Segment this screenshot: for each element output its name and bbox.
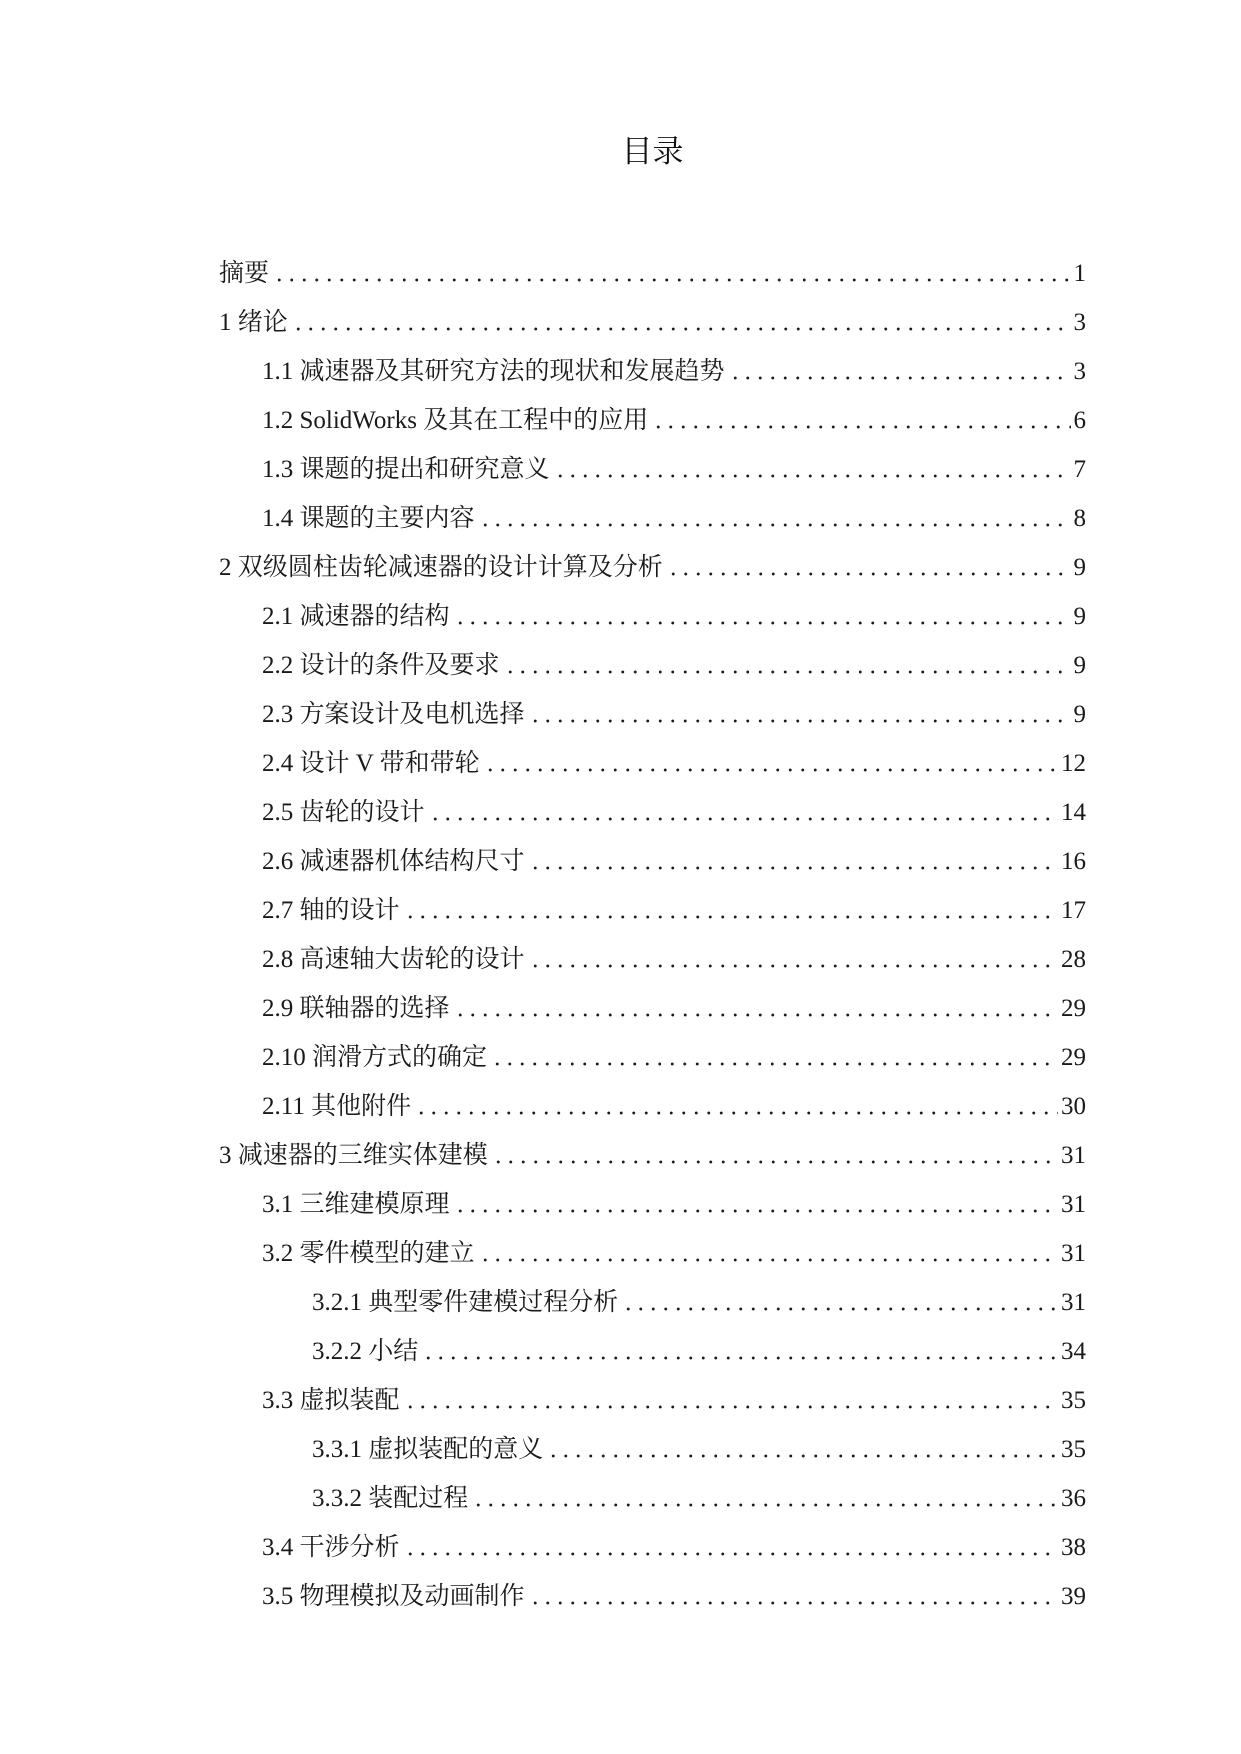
toc-section-entry	[219, 1523, 1086, 1572]
toc-entry-page-number: 7	[1073, 456, 1086, 483]
dot-leader	[529, 690, 1071, 739]
dot-leader	[547, 1425, 1058, 1474]
dot-leader	[415, 1082, 1058, 1131]
toc-entry-title: 3.5 物理模拟及动画制作	[262, 1583, 525, 1610]
toc-entry-title: 1.1 减速器及其研究方法的现状和发展趋势	[262, 358, 725, 385]
toc-entry-page-number: 1	[1073, 260, 1086, 287]
toc-entry-page-number: 16	[1061, 848, 1086, 875]
toc-entry-page-number: 9	[1073, 603, 1086, 630]
toc-section-entry	[219, 886, 1086, 935]
toc-section-entry	[219, 690, 1086, 739]
toc-entry-page-number: 31	[1061, 1240, 1086, 1267]
dot-leader	[529, 935, 1058, 984]
toc-entry-title: 2.6 减速器机体结构尺寸	[262, 848, 525, 875]
toc-entry-title: 2.1 减速器的结构	[262, 603, 450, 630]
dot-leader	[667, 543, 1071, 592]
dot-leader	[652, 396, 1070, 445]
toc-section-entry	[219, 739, 1086, 788]
toc-entry-title: 1.3 课题的提出和研究意义	[262, 456, 550, 483]
toc-entry-page-number: 34	[1061, 1338, 1086, 1365]
dot-leader	[404, 886, 1058, 935]
toc-entry-page-number: 9	[1073, 652, 1086, 679]
toc-entry-title: 1 绪论	[219, 309, 288, 336]
toc-entry-title: 2.5 齿轮的设计	[262, 799, 425, 826]
toc-entry-title: 2.9 联轴器的选择	[262, 995, 450, 1022]
toc-section-entry	[219, 1376, 1086, 1425]
toc-entry-page-number: 12	[1061, 750, 1086, 777]
dot-leader	[429, 788, 1058, 837]
dot-leader	[292, 298, 1071, 347]
toc-section-entry	[219, 1033, 1086, 1082]
toc-section-entry	[219, 1229, 1086, 1278]
toc-entry-page-number: 35	[1061, 1436, 1086, 1463]
table-of-contents	[219, 249, 1086, 1621]
dot-leader	[404, 1376, 1058, 1425]
toc-subsection-entry	[219, 1474, 1086, 1523]
toc-entry-title: 3.1 三维建模原理	[262, 1191, 450, 1218]
toc-section-entry	[219, 641, 1086, 690]
toc-entry-title: 2.7 轴的设计	[262, 897, 400, 924]
toc-entry-title: 3.2.2 小结	[312, 1338, 419, 1365]
toc-entry-page-number: 8	[1073, 505, 1086, 532]
toc-chapter-entry	[219, 1131, 1086, 1180]
toc-subsection-entry	[219, 1278, 1086, 1327]
toc-entry-page-number: 30	[1061, 1093, 1086, 1120]
toc-entry-page-number: 29	[1061, 1044, 1086, 1071]
toc-section-entry	[219, 1572, 1086, 1621]
toc-entry-title: 2.4 设计 V 带和带轮	[262, 750, 480, 777]
dot-leader	[529, 1572, 1058, 1621]
toc-entry-title: 2 双级圆柱齿轮减速器的设计计算及分析	[219, 554, 663, 581]
toc-entry-title: 3.4 干涉分析	[262, 1534, 400, 1561]
dot-leader	[422, 1327, 1058, 1376]
dot-leader	[454, 1180, 1058, 1229]
dot-leader	[273, 249, 1070, 298]
dot-leader	[492, 1131, 1058, 1180]
dot-leader	[729, 347, 1071, 396]
toc-entry-title: 2.11 其他附件	[262, 1093, 412, 1120]
toc-section-entry	[219, 445, 1086, 494]
toc-entry-page-number: 31	[1061, 1289, 1086, 1316]
dot-leader	[454, 984, 1058, 1033]
dot-leader	[484, 739, 1058, 788]
toc-entry-page-number: 9	[1073, 701, 1086, 728]
dot-leader	[554, 445, 1071, 494]
toc-entry-title: 1.2 SolidWorks 及其在工程中的应用	[262, 407, 649, 434]
toc-entry-title: 3.2.1 典型零件建模过程分析	[312, 1289, 619, 1316]
dot-leader	[504, 641, 1071, 690]
toc-entry-title: 摘要	[219, 260, 270, 287]
toc-entry-page-number: 3	[1073, 358, 1086, 385]
toc-entry-title: 3.3.2 装配过程	[312, 1485, 469, 1512]
toc-entry-page-number: 36	[1061, 1485, 1086, 1512]
toc-entry-page-number: 31	[1061, 1191, 1086, 1218]
toc-section-entry	[219, 788, 1086, 837]
toc-entry-page-number: 6	[1073, 407, 1086, 434]
toc-entry-page-number: 9	[1073, 554, 1086, 581]
toc-section-entry	[219, 396, 1086, 445]
toc-subsection-entry	[219, 1327, 1086, 1376]
dot-leader	[491, 1033, 1058, 1082]
toc-entry-page-number: 14	[1061, 799, 1086, 826]
toc-entry-title: 2.3 方案设计及电机选择	[262, 701, 525, 728]
toc-entry-page-number: 28	[1061, 946, 1086, 973]
toc-entry-title: 3.2 零件模型的建立	[262, 1240, 475, 1267]
toc-entry-title: 3.3.1 虚拟装配的意义	[312, 1436, 544, 1463]
toc-section-entry	[219, 1082, 1086, 1131]
dot-leader	[479, 494, 1071, 543]
toc-entry-title: 2.10 润滑方式的确定	[262, 1044, 488, 1071]
dot-leader	[622, 1278, 1058, 1327]
dot-leader	[454, 592, 1071, 641]
toc-entry-page-number: 35	[1061, 1387, 1086, 1414]
dot-leader	[479, 1229, 1058, 1278]
toc-entry-title: 3.3 虚拟装配	[262, 1387, 400, 1414]
toc-section-entry	[219, 837, 1086, 886]
dot-leader	[404, 1523, 1058, 1572]
toc-entry-page-number: 38	[1061, 1534, 1086, 1561]
toc-entry-page-number: 29	[1061, 995, 1086, 1022]
toc-entry-page-number: 31	[1061, 1142, 1086, 1169]
toc-entry-page-number: 39	[1061, 1583, 1086, 1610]
toc-entry-page-number: 3	[1073, 309, 1086, 336]
toc-section-entry	[219, 935, 1086, 984]
toc-subsection-entry	[219, 1425, 1086, 1474]
dot-leader	[472, 1474, 1058, 1523]
toc-section-entry	[219, 984, 1086, 1033]
toc-chapter-entry	[219, 543, 1086, 592]
toc-section-entry	[219, 1180, 1086, 1229]
toc-entry-title: 2.2 设计的条件及要求	[262, 652, 500, 679]
toc-section-entry	[219, 494, 1086, 543]
toc-entry-title: 1.4 课题的主要内容	[262, 505, 475, 532]
toc-section-entry	[219, 592, 1086, 641]
toc-entry-title: 3 减速器的三维实体建模	[219, 1142, 488, 1169]
toc-entry-page-number: 17	[1061, 897, 1086, 924]
page-title: 目录	[621, 134, 684, 170]
toc-entry-title: 2.8 高速轴大齿轮的设计	[262, 946, 525, 973]
toc-chapter-entry	[219, 298, 1086, 347]
toc-chapter-entry	[219, 249, 1086, 298]
toc-section-entry	[219, 347, 1086, 396]
dot-leader	[529, 837, 1058, 886]
